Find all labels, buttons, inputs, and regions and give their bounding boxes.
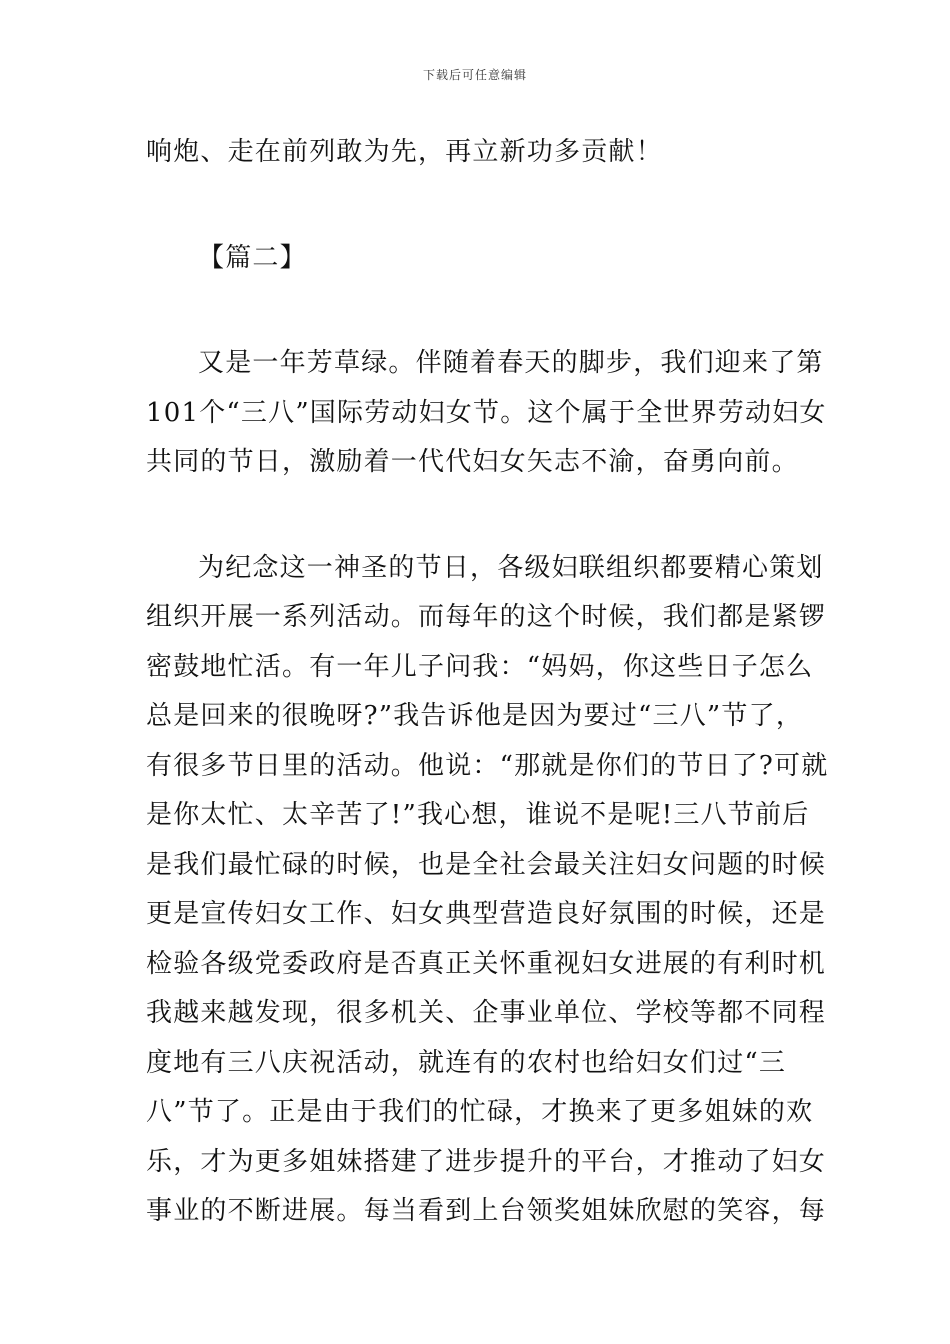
spacer	[146, 488, 806, 544]
section-title: 【篇二】	[198, 242, 307, 273]
text-line: 乐，才为更多姐妹搭建了进步提升的平台，才推动了妇女	[146, 1146, 827, 1177]
text-line: 事业的不断进展。每当看到上台领奖姐妹欣慰的笑容，每	[146, 1196, 827, 1226]
text-line: 我越来越发现，很多机关、企事业单位、学校等都不同程	[146, 998, 827, 1028]
text-line: 是我们最忙碌的时候，也是全社会最关注妇女问题的时候	[146, 849, 827, 880]
text-line: 度地有三八庆祝活动，就连有的农村也给妇女们过“三	[146, 1047, 787, 1078]
text-line: 又是一年芳草绿。伴随着春天的脚步，我们迎来了第	[198, 348, 824, 378]
text-line: 八”节了。正是由于我们的忙碌，才换来了更多姐妹的欢	[146, 1097, 814, 1127]
spacer	[146, 283, 806, 339]
paragraph-2	[146, 544, 829, 1237]
text-line: 组织开展一系列活动。而每年的这个时候，我们都是紧锣	[146, 602, 827, 632]
text-line: 检验各级党委政府是否真正关怀重视妇女进展的有利时机	[146, 948, 827, 979]
spacer	[146, 178, 806, 234]
paragraph-1	[146, 339, 827, 488]
text-line: 共同的节日，激励着一代代妇女矢志不渝，奋勇向前。	[146, 447, 799, 477]
text-line: 响炮、走在前列敢为先，再立新功多贡献！	[146, 137, 663, 167]
text-line: 是你太忙、太辛苦了!”我心想，谁说不是呢!三八节前后	[146, 800, 810, 830]
text-line: 总是回来的很晚呀?”我告诉他是因为要过“三八”节了，	[146, 701, 804, 731]
text-line: 更是宣传妇女工作、妇女典型营造良好氛围的时候，还是	[146, 899, 827, 929]
text-line: 为纪念这一神圣的节日，各级妇联组织都要精心策划	[198, 552, 824, 583]
header-note: 下载后可任意编辑	[422, 68, 527, 82]
text-line: 密鼓地忙活。有一年儿子问我：“妈妈，你这些日子怎么	[146, 651, 814, 682]
text-line: 101个“三八”国际劳动妇女节。这个属于全世界劳动妇女	[146, 397, 827, 428]
text-line: 有很多节日里的活动。他说：“那就是你们的节日了?可就	[146, 750, 829, 781]
document-body	[146, 128, 829, 1237]
